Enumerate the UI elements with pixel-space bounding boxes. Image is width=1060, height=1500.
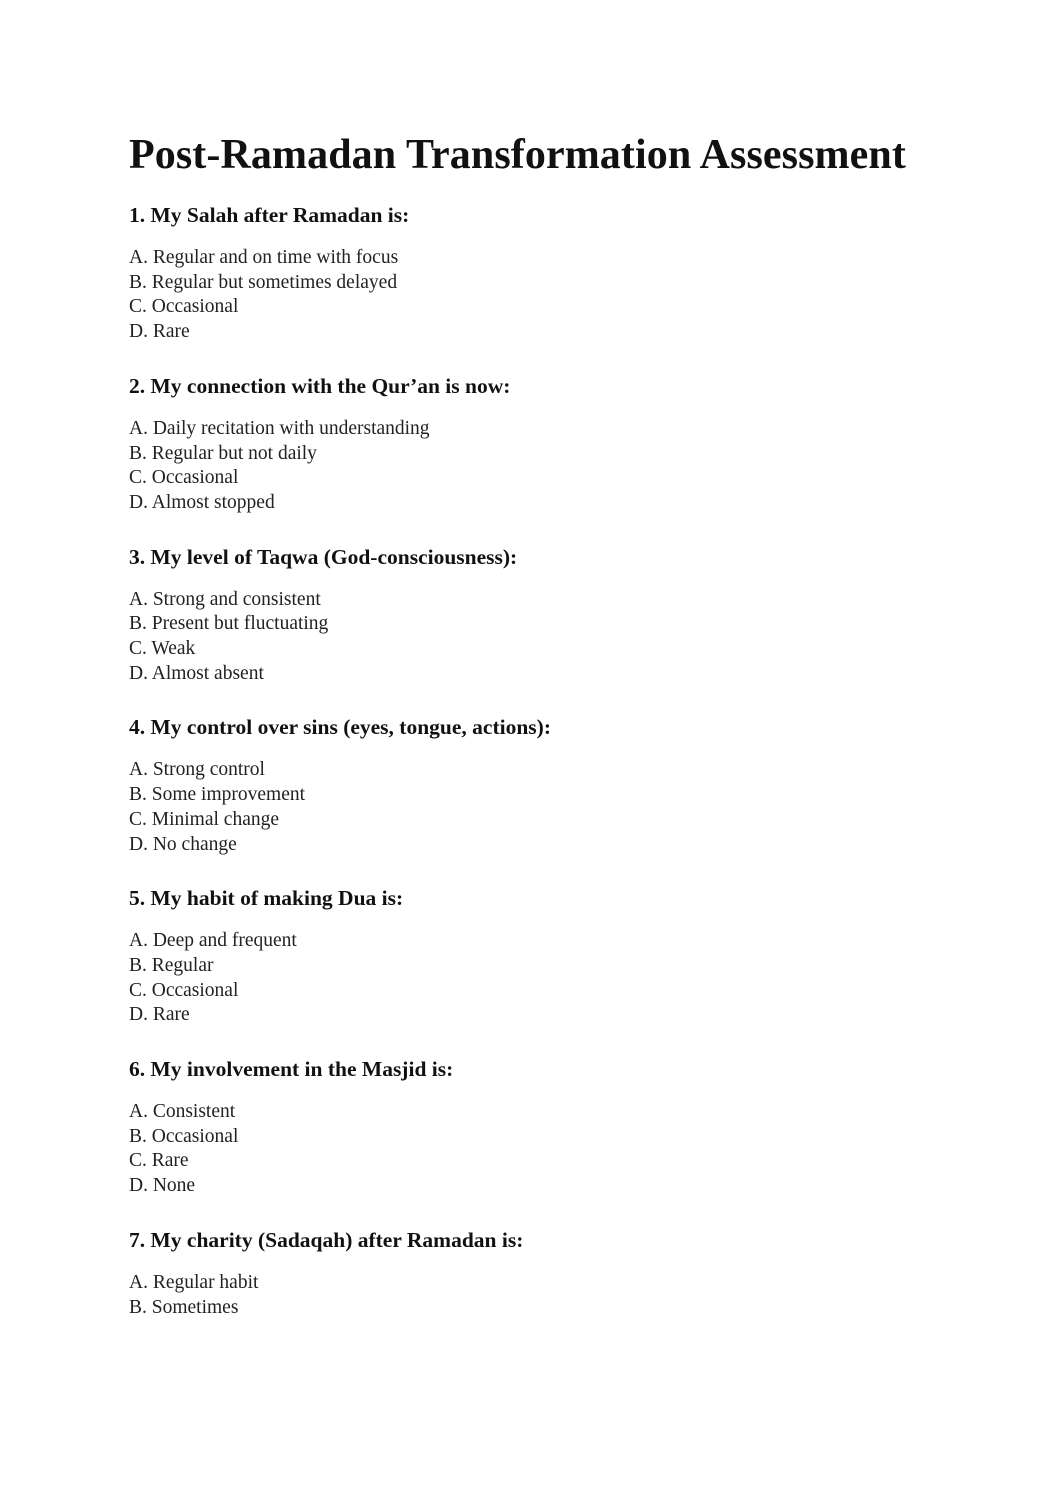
option-d: D. No change [129, 833, 237, 855]
question-5 [129, 885, 989, 1028]
option-c: C. Occasional [129, 296, 239, 318]
question-text: 7. My charity (Sadaqah) after Ramadan is: [129, 1227, 524, 1252]
option-a: A. Consistent [129, 1101, 236, 1123]
option-a: A. Daily recitation with understanding [129, 417, 430, 439]
question-7 [129, 1227, 989, 1320]
option-b: B. Some improvement [129, 784, 306, 806]
option-b: B. Regular but sometimes delayed [129, 271, 398, 293]
question-text: 6. My involvement in the Masjid is: [129, 1057, 454, 1082]
option-b: B. Sometimes [129, 1296, 239, 1318]
options-list [129, 246, 989, 345]
question-3 [129, 544, 989, 687]
question-6 [129, 1056, 989, 1199]
options-list [129, 1271, 989, 1320]
option-d: D. Almost stopped [129, 491, 275, 513]
option-a: A. Regular habit [129, 1271, 259, 1293]
option-a: A. Deep and frequent [129, 930, 297, 952]
question-4 [129, 714, 989, 857]
option-b: B. Occasional [129, 1125, 239, 1147]
option-b: B. Present but fluctuating [129, 613, 329, 635]
options-list [129, 758, 989, 857]
document-page [129, 130, 989, 1320]
option-c: C. Minimal change [129, 808, 280, 830]
option-d: D. Rare [129, 1004, 190, 1026]
question-1 [129, 202, 989, 345]
options-list [129, 1100, 989, 1199]
option-c: C. Occasional [129, 467, 239, 489]
question-text: 3. My level of Taqwa (God-consciousness): [129, 544, 518, 569]
options-list [129, 588, 989, 687]
question-text: 2. My connection with the Qur’an is now: [129, 373, 511, 398]
option-c: C. Occasional [129, 979, 239, 1001]
question-text: 4. My control over sins (eyes, tongue, actions): [129, 715, 551, 740]
option-d: D. None [129, 1175, 196, 1197]
option-c: C. Weak [129, 638, 196, 660]
option-b: B. Regular [129, 954, 214, 976]
option-c: C. Rare [129, 1150, 189, 1172]
option-d: D. Almost absent [129, 662, 264, 684]
question-text: 1. My Salah after Ramadan is: [129, 203, 410, 227]
options-list [129, 929, 989, 1028]
page-title: Post-Ramadan Transformation Assessment [129, 132, 906, 178]
question-text: 5. My habit of making Dua is: [129, 886, 404, 911]
option-a: A. Regular and on time with focus [129, 247, 399, 268]
option-b: B. Regular but not daily [129, 442, 317, 464]
option-d: D. Rare [129, 321, 190, 343]
options-list [129, 417, 989, 516]
option-a: A. Strong control [129, 759, 265, 781]
option-a: A. Strong and consistent [129, 588, 321, 610]
question-2 [129, 373, 989, 516]
